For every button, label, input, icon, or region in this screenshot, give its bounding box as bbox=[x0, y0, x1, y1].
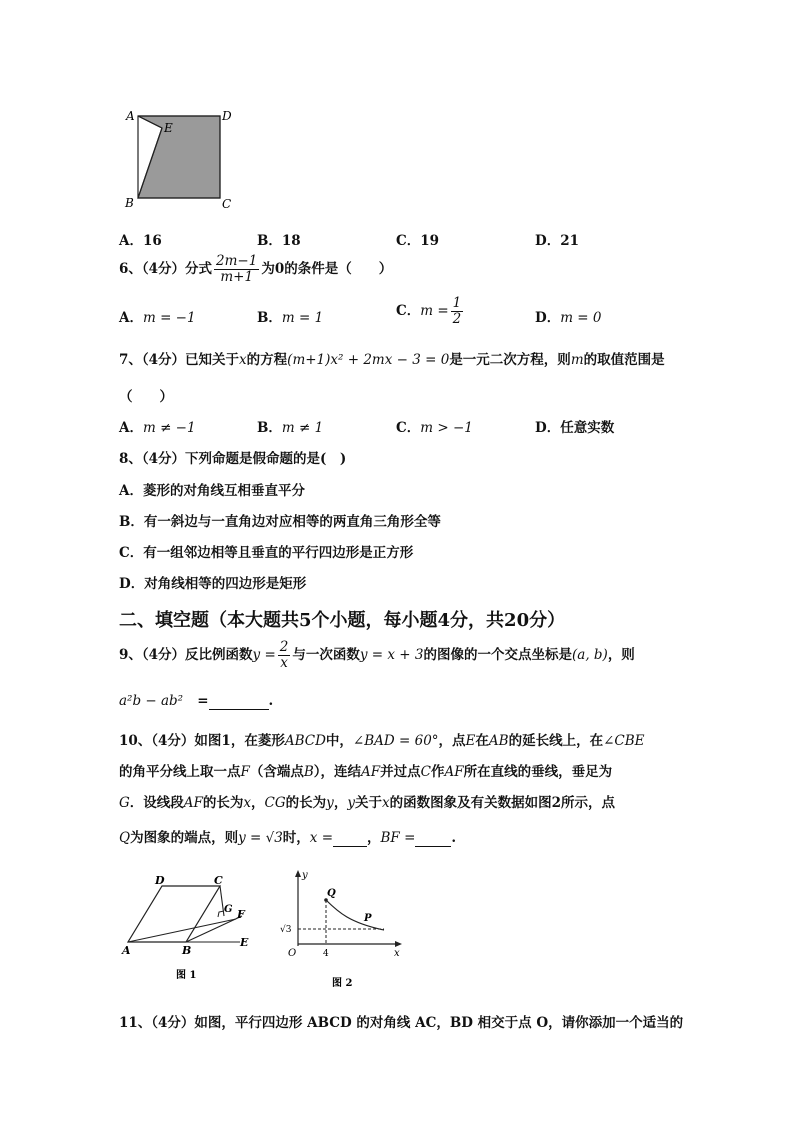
fig2-label-sqrt3: √3 bbox=[280, 925, 292, 935]
rhombus-abcd bbox=[128, 886, 220, 942]
q10-line1: 10、（4分）如图1，在菱形ABCD中，∠BAD = 60°，点E在AB的延长线上，在∠CBE bbox=[119, 733, 645, 749]
fig1-label-f: F bbox=[237, 908, 245, 921]
q7-option-b: B．m ≠ 1 bbox=[257, 420, 324, 436]
y-axis-arrow bbox=[295, 870, 301, 877]
q8-option-a: A．菱形的对角线互相垂直平分 bbox=[119, 483, 305, 499]
x-axis-arrow bbox=[395, 941, 402, 947]
figure-1-rhombus bbox=[118, 872, 258, 987]
q6-option-c: C．m = $\frac{1}{2}$ bbox=[396, 295, 462, 327]
q6-stem: 6、（4分）分式 $\frac{2m-1}{m+1}$ 为0的条件是（ ） bbox=[119, 253, 393, 285]
q7-option-a: A．m ≠ −1 bbox=[119, 420, 196, 436]
q5-option-c: C．19 bbox=[396, 233, 440, 249]
fig2-label-p: P bbox=[364, 913, 372, 924]
label-c: C bbox=[222, 197, 232, 211]
fig1-label-a: A bbox=[122, 944, 131, 957]
section-fill-in-heading: 二、填空题（本大题共5个小题，每小题4分，共20分） bbox=[119, 610, 566, 631]
q10-bf-blank[interactable] bbox=[415, 830, 451, 847]
q5-option-b: B．18 bbox=[257, 233, 301, 249]
fig2-label-4: 4 bbox=[323, 949, 329, 959]
function-curve bbox=[326, 900, 384, 930]
figure-2-graph bbox=[280, 868, 410, 992]
q10-line3: G．设线段AF的长为x，CG的长为y，y关于x的函数图象及有关数据如图2所示，点 bbox=[119, 795, 615, 811]
q6-fraction: $\frac{2m-1}{m+1}$ bbox=[216, 253, 258, 285]
fig1-label-b: B bbox=[182, 944, 192, 957]
q10-line2: 的角平分线上取一点F（含端点B），连结AF并过点C作AF所在直线的垂线，垂足为 bbox=[119, 764, 613, 780]
fig2-label-y: y bbox=[302, 870, 308, 881]
q10-x-blank[interactable] bbox=[333, 830, 367, 847]
q6-option-b: B．m = 1 bbox=[257, 310, 324, 326]
q7-stem-line2: （ ） bbox=[119, 389, 173, 405]
shaded-region bbox=[138, 116, 220, 198]
q7-stem-line1: 7、（4分）已知关于x的方程(m+1)x² + 2mx − 3 = 0是一元二次方程，则m的取值范围是 bbox=[119, 352, 665, 368]
q10-line4: Q为图象的端点，则y = √3时，x = ，BF = . bbox=[119, 830, 457, 846]
q11-stem: 11、（4分）如图，平行四边形 ABCD 的对角线 AC，BD 相交于点 O，请你添加一个适当的 bbox=[119, 1015, 684, 1031]
line-af bbox=[128, 919, 236, 942]
q8-stem: 8、（4分）下列命题是假命题的是( ) bbox=[119, 451, 347, 467]
fig1-caption: 图 1 bbox=[176, 970, 197, 981]
q8-option-c: C．有一组邻边相等且垂直的平行四边形是正方形 bbox=[119, 545, 414, 561]
q9-stem-line2: a²b − ab² = . bbox=[119, 693, 274, 709]
q6-option-a: A．m = −1 bbox=[119, 310, 196, 326]
label-a: A bbox=[126, 109, 135, 123]
q7-option-c: C．m > −1 bbox=[396, 420, 473, 436]
q9-fraction: $\frac{2}{x}$ bbox=[279, 639, 289, 671]
fig1-label-d: D bbox=[155, 874, 165, 887]
fig1-label-g: G bbox=[224, 904, 233, 915]
q7-option-d: D．任意实数 bbox=[535, 420, 615, 436]
label-e: E bbox=[164, 121, 173, 135]
q6-option-d: D．m = 0 bbox=[535, 310, 602, 326]
label-d: D bbox=[222, 109, 232, 123]
q5-option-a: A．16 bbox=[119, 233, 162, 249]
fig2-label-x: x bbox=[394, 948, 400, 959]
q8-option-b: B．有一斜边与一直角边对应相等的两直角三角形全等 bbox=[119, 514, 441, 530]
fig1-label-e: E bbox=[240, 936, 249, 949]
q9-answer-blank[interactable] bbox=[209, 693, 269, 710]
square-figure bbox=[118, 100, 248, 215]
q8-option-d: D．对角线相等的四边形是矩形 bbox=[119, 576, 307, 592]
label-b: B bbox=[125, 196, 134, 210]
q5-option-d: D．21 bbox=[535, 233, 579, 249]
q9-stem-line1: 9、（4分）反比例函数y = $\frac{2}{x}$ 与一次函数y = x + 3的图像的一个交点坐标是(a, b)，则 bbox=[119, 639, 635, 671]
fig2-label-o: O bbox=[288, 948, 297, 959]
fig1-label-c: C bbox=[214, 874, 223, 887]
fig2-label-q: Q bbox=[327, 888, 336, 899]
fig2-caption: 图 2 bbox=[332, 978, 353, 989]
